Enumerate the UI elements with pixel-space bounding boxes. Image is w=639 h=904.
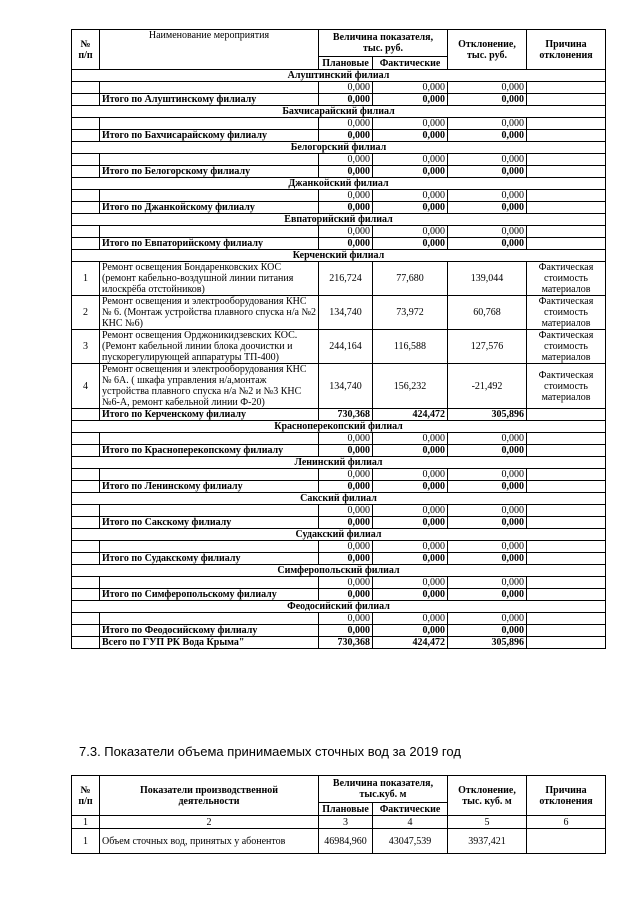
total-reason-cell — [527, 553, 606, 565]
branch-total-row — [72, 445, 606, 457]
branch-total-row — [72, 130, 606, 142]
total-num-cell — [72, 517, 100, 529]
deviation-reason: Фактическая стоимость материалов — [527, 330, 606, 364]
branch-total-label: Итого по Керченскому филиалу — [100, 409, 319, 421]
branch-total-label: Итого по Судакскому филиалу — [100, 553, 319, 565]
branch-header-row — [72, 493, 606, 505]
table2-body — [72, 816, 606, 854]
branch-name: Ленинский филиал — [72, 457, 606, 469]
row-num — [72, 118, 100, 130]
deviation-value: 0,000 — [448, 433, 527, 445]
actual-value: 0,000 — [373, 541, 448, 553]
deviation-reason: Фактическая стоимость материалов — [527, 296, 606, 330]
total-num-cell — [72, 409, 100, 421]
deviation-value: 139,044 — [448, 262, 527, 296]
actual-value: 0,000 — [373, 469, 448, 481]
table1-body — [72, 70, 606, 649]
deviation-value: 0,000 — [448, 577, 527, 589]
planned-total: 0,000 — [319, 94, 373, 106]
column-number: 1 — [72, 816, 100, 829]
activity-name — [100, 433, 319, 445]
branch-header-row — [72, 178, 606, 190]
branch-total-row — [72, 481, 606, 493]
total-num-cell — [72, 166, 100, 178]
t2-header-reason — [527, 776, 606, 816]
actual-total: 0,000 — [373, 589, 448, 601]
branch-name: Симферопольский филиал — [72, 565, 606, 577]
planned-value: 0,000 — [319, 613, 373, 625]
branch-total-label: Итого по Красноперекопскому филиалу — [100, 445, 319, 457]
activity-row — [72, 262, 606, 296]
actual-total: 0,000 — [373, 553, 448, 565]
branch-header-row — [72, 142, 606, 154]
row-num — [72, 577, 100, 589]
planned-total: 0,000 — [319, 445, 373, 457]
column-number: 2 — [100, 816, 319, 829]
branch-header-row — [72, 601, 606, 613]
total-reason-cell — [527, 202, 606, 214]
activity-name: Ремонт освещения и электрооборудования КНС № 6. (Монтаж устройства плавного спуска н/а №2 КНС №6) — [100, 296, 319, 330]
activity-row — [72, 296, 606, 330]
branch-name: Керченский филиал — [72, 250, 606, 262]
column-number-row — [72, 816, 606, 829]
empty-row — [72, 82, 606, 94]
planned-total: 0,000 — [319, 166, 373, 178]
row-num: 3 — [72, 330, 100, 364]
branch-total-label: Итого по Евпаторийскому филиалу — [100, 238, 319, 250]
total-reason-cell — [527, 625, 606, 637]
planned-value: 0,000 — [319, 541, 373, 553]
deviation-total: 0,000 — [448, 553, 527, 565]
planned-total: 0,000 — [319, 517, 373, 529]
branch-header-row — [72, 565, 606, 577]
deviation-value: 0,000 — [448, 154, 527, 166]
branch-total-row — [72, 589, 606, 601]
activity-name — [100, 226, 319, 238]
branch-header-row — [72, 106, 606, 118]
empty-row — [72, 118, 606, 130]
branch-total-row — [72, 166, 606, 178]
row-num: 4 — [72, 364, 100, 409]
planned-total: 0,000 — [319, 553, 373, 565]
t2-header-deviation — [448, 776, 527, 816]
actual-value: 0,000 — [373, 226, 448, 238]
total-reason-cell — [527, 166, 606, 178]
actual-value: 73,972 — [373, 296, 448, 330]
planned-value: 0,000 — [319, 433, 373, 445]
empty-row — [72, 469, 606, 481]
deviation-reason — [527, 82, 606, 94]
row-num: 2 — [72, 296, 100, 330]
empty-row — [72, 613, 606, 625]
deviation-value: 0,000 — [448, 82, 527, 94]
deviation-total: 0,000 — [448, 625, 527, 637]
column-number: 3 — [319, 816, 373, 829]
header-reason-text: Причина отклонения — [539, 38, 593, 61]
activity-name: Ремонт освещения Орджоникидзевских КОС. (Ремонт кабельной линии блока доочистки и пускорегулирующей аппаратуры ТП-400) — [100, 330, 319, 364]
branch-total-row — [72, 202, 606, 214]
activity-name — [100, 541, 319, 553]
actual-value: 0,000 — [373, 154, 448, 166]
grand-planned-total: 730,368 — [319, 637, 373, 649]
t2-header-value-group — [319, 776, 448, 803]
total-reason-cell — [527, 589, 606, 601]
branch-header-row — [72, 457, 606, 469]
total-num-cell — [72, 589, 100, 601]
empty-row — [72, 541, 606, 553]
actual-total: 424,472 — [373, 409, 448, 421]
actual-total: 0,000 — [373, 625, 448, 637]
row-num — [72, 226, 100, 238]
empty-row — [72, 190, 606, 202]
t2-header-num — [72, 776, 100, 816]
column-number: 6 — [527, 816, 606, 829]
planned-total: 0,000 — [319, 625, 373, 637]
row-num — [72, 82, 100, 94]
branch-total-label: Итого по Ленинскому филиалу — [100, 481, 319, 493]
branch-total-label: Итого по Алуштинскому филиалу — [100, 94, 319, 106]
branch-total-row — [72, 94, 606, 106]
actual-total: 0,000 — [373, 202, 448, 214]
planned-total: 0,000 — [319, 238, 373, 250]
empty-row — [72, 505, 606, 517]
branch-name: Джанкойский филиал — [72, 178, 606, 190]
grand-total-reason-cell — [527, 637, 606, 649]
actual-value: 43047,539 — [373, 829, 448, 854]
total-num-cell — [72, 445, 100, 457]
deviation-value: 0,000 — [448, 226, 527, 238]
empty-row — [72, 433, 606, 445]
deviation-total: 0,000 — [448, 166, 527, 178]
activity-name — [100, 505, 319, 517]
deviation-value: 0,000 — [448, 505, 527, 517]
activity-row — [72, 364, 606, 409]
row-num: 1 — [72, 262, 100, 296]
deviation-reason: Фактическая стоимость материалов — [527, 262, 606, 296]
branch-total-label: Итого по Белогорскому филиалу — [100, 166, 319, 178]
total-reason-cell — [527, 409, 606, 421]
total-reason-cell — [527, 238, 606, 250]
activity-name — [100, 469, 319, 481]
planned-value: 244,164 — [319, 330, 373, 364]
header-deviation — [448, 30, 527, 70]
planned-total: 0,000 — [319, 589, 373, 601]
header-name-text: Наименование мероприятия — [148, 30, 270, 41]
deviation-total: 0,000 — [448, 94, 527, 106]
total-num-cell — [72, 238, 100, 250]
actual-total: 0,000 — [373, 238, 448, 250]
row-num — [72, 190, 100, 202]
actual-total: 0,000 — [373, 481, 448, 493]
planned-value: 134,740 — [319, 364, 373, 409]
t2-header-deviation-text: Отклонение, тыс. куб. м — [458, 784, 516, 807]
total-num-cell — [72, 202, 100, 214]
deviation-value: -21,492 — [448, 364, 527, 409]
row-num — [72, 469, 100, 481]
branch-header-row — [72, 529, 606, 541]
header-deviation-text: Отклонение, тыс. руб. — [458, 38, 516, 61]
total-num-cell — [72, 130, 100, 142]
activity-name — [100, 190, 319, 202]
column-number: 5 — [448, 816, 527, 829]
deviation-total: 0,000 — [448, 517, 527, 529]
row-num — [72, 541, 100, 553]
indicator-name: Объем сточных вод, принятых у абонентов — [100, 829, 319, 854]
t2-header-value-group-text: Величина показателя, тыс.куб. м — [332, 778, 434, 800]
deviation-value: 0,000 — [448, 541, 527, 553]
actual-value: 0,000 — [373, 433, 448, 445]
empty-row — [72, 154, 606, 166]
branch-name: Белогорский филиал — [72, 142, 606, 154]
total-num-cell — [72, 481, 100, 493]
planned-total: 730,368 — [319, 409, 373, 421]
branch-name: Феодосийский филиал — [72, 601, 606, 613]
branch-header-row — [72, 214, 606, 226]
actual-total: 0,000 — [373, 130, 448, 142]
branch-total-label: Итого по Сакскому филиалу — [100, 517, 319, 529]
deviation-value: 0,000 — [448, 118, 527, 130]
deviation-total: 0,000 — [448, 445, 527, 457]
deviation-reason — [527, 226, 606, 238]
deviation-value: 3937,421 — [448, 829, 527, 854]
branch-total-row — [72, 409, 606, 421]
total-num-cell — [72, 553, 100, 565]
actual-value: 0,000 — [373, 82, 448, 94]
column-number: 4 — [373, 816, 448, 829]
deviation-total: 305,896 — [448, 409, 527, 421]
planned-value: 0,000 — [319, 154, 373, 166]
grand-total-label: Всего по ГУП РК Вода Крыма" — [100, 637, 319, 649]
grand-total-row — [72, 637, 606, 649]
table1-header — [72, 30, 606, 70]
planned-total: 0,000 — [319, 202, 373, 214]
row-num — [72, 505, 100, 517]
activity-name: Ремонт освещения Бондаренковских КОС (ремонт кабельно-воздушной линии питания илоскрёба отстойников) — [100, 262, 319, 296]
branch-name: Красноперекопский филиал — [72, 421, 606, 433]
activity-name — [100, 577, 319, 589]
branch-total-label: Итого по Джанкойскому филиалу — [100, 202, 319, 214]
deviation-value: 127,576 — [448, 330, 527, 364]
deviation-reason — [527, 469, 606, 481]
actual-total: 0,000 — [373, 517, 448, 529]
actual-value: 0,000 — [373, 577, 448, 589]
deviation-total: 0,000 — [448, 481, 527, 493]
branch-name: Сакский филиал — [72, 493, 606, 505]
branch-total-row — [72, 553, 606, 565]
actual-value: 77,680 — [373, 262, 448, 296]
branch-name: Судакский филиал — [72, 529, 606, 541]
deviation-total: 0,000 — [448, 238, 527, 250]
total-num-cell — [72, 94, 100, 106]
deviation-value: 0,000 — [448, 469, 527, 481]
planned-value: 0,000 — [319, 577, 373, 589]
header-name — [100, 30, 319, 70]
t2-header-planned: Плановые — [319, 803, 373, 816]
planned-total: 0,000 — [319, 481, 373, 493]
t2-header-reason-text: Причина отклонения — [539, 784, 593, 807]
total-reason-cell — [527, 517, 606, 529]
header-num-text: № п/п — [78, 38, 93, 61]
activity-name — [100, 613, 319, 625]
planned-value: 134,740 — [319, 296, 373, 330]
row-num — [72, 613, 100, 625]
deviation-reason — [527, 541, 606, 553]
activity-name — [100, 118, 319, 130]
deviation-reason — [527, 577, 606, 589]
deviation-value: 0,000 — [448, 190, 527, 202]
header-reason — [527, 30, 606, 70]
actual-value: 0,000 — [373, 613, 448, 625]
wastewater-volume-table — [71, 775, 606, 854]
branch-header-row — [72, 421, 606, 433]
header-planned: Плановые — [319, 57, 373, 70]
total-num-cell — [72, 625, 100, 637]
planned-total: 0,000 — [319, 130, 373, 142]
activity-row — [72, 330, 606, 364]
branch-total-row — [72, 238, 606, 250]
planned-value: 216,724 — [319, 262, 373, 296]
actual-value: 0,000 — [373, 505, 448, 517]
planned-value: 0,000 — [319, 469, 373, 481]
t2-header-num-text: № п/п — [78, 784, 93, 807]
deviation-value: 60,768 — [448, 296, 527, 330]
empty-row — [72, 226, 606, 238]
branch-total-label: Итого по Бахчисарайскому филиалу — [100, 130, 319, 142]
deviation-reason: Фактическая стоимость материалов — [527, 364, 606, 409]
grand-deviation-total: 305,896 — [448, 637, 527, 649]
planned-value: 0,000 — [319, 118, 373, 130]
grand-total-num-cell — [72, 637, 100, 649]
branch-total-row — [72, 517, 606, 529]
branch-total-row — [72, 625, 606, 637]
branch-name: Евпаторийский филиал — [72, 214, 606, 226]
empty-row — [72, 577, 606, 589]
branch-name: Алуштинский филиал — [72, 70, 606, 82]
total-reason-cell — [527, 481, 606, 493]
actual-total: 0,000 — [373, 445, 448, 457]
actual-value: 0,000 — [373, 190, 448, 202]
planned-value: 46984,960 — [319, 829, 373, 854]
branch-header-row — [72, 250, 606, 262]
deviation-total: 0,000 — [448, 202, 527, 214]
deviation-reason — [527, 613, 606, 625]
indicator-row — [72, 829, 606, 854]
deviation-reason — [527, 118, 606, 130]
header-actual: Фактические — [373, 57, 448, 70]
planned-value: 0,000 — [319, 226, 373, 238]
deviation-reason — [527, 505, 606, 517]
branch-name: Бахчисарайский филиал — [72, 106, 606, 118]
row-num: 1 — [72, 829, 100, 854]
branch-total-label: Итого по Симферопольскому филиалу — [100, 589, 319, 601]
row-num — [72, 433, 100, 445]
total-reason-cell — [527, 445, 606, 457]
deviation-reason — [527, 190, 606, 202]
deviation-total: 0,000 — [448, 589, 527, 601]
deviation-reason — [527, 433, 606, 445]
activity-name — [100, 82, 319, 94]
branch-header-row — [72, 70, 606, 82]
total-reason-cell — [527, 130, 606, 142]
deviation-reason — [527, 829, 606, 854]
total-reason-cell — [527, 94, 606, 106]
repair-costs-table — [71, 29, 606, 649]
t2-header-actual: Фактические — [373, 803, 448, 816]
t2-header-name-text: Показатели производственной деятельности — [139, 784, 279, 807]
header-num — [72, 30, 100, 70]
actual-total: 0,000 — [373, 166, 448, 178]
grand-actual-total: 424,472 — [373, 637, 448, 649]
actual-value: 0,000 — [373, 118, 448, 130]
t2-header-name — [100, 776, 319, 816]
actual-value: 116,588 — [373, 330, 448, 364]
deviation-value: 0,000 — [448, 613, 527, 625]
row-num — [72, 154, 100, 166]
activity-name: Ремонт освещения и электрооборудования КНС № 6А. ( шкафа управления н/а,монтаж устройства плавного спуска н/а №2 и №3 КНС №6-А, ремонт кабельной линии Ф-20) — [100, 364, 319, 409]
header-value-group — [319, 30, 448, 57]
branch-total-label: Итого по Феодосийскому филиалу — [100, 625, 319, 637]
deviation-total: 0,000 — [448, 130, 527, 142]
section-heading: 7.3. Показатели объема принимаемых сточных вод за 2019 год — [79, 744, 461, 759]
planned-value: 0,000 — [319, 190, 373, 202]
header-value-group-text: Величина показателя, тыс. руб. — [332, 32, 434, 54]
deviation-reason — [527, 154, 606, 166]
activity-name — [100, 154, 319, 166]
actual-total: 0,000 — [373, 94, 448, 106]
actual-value: 156,232 — [373, 364, 448, 409]
planned-value: 0,000 — [319, 505, 373, 517]
table2-header — [72, 776, 606, 816]
planned-value: 0,000 — [319, 82, 373, 94]
